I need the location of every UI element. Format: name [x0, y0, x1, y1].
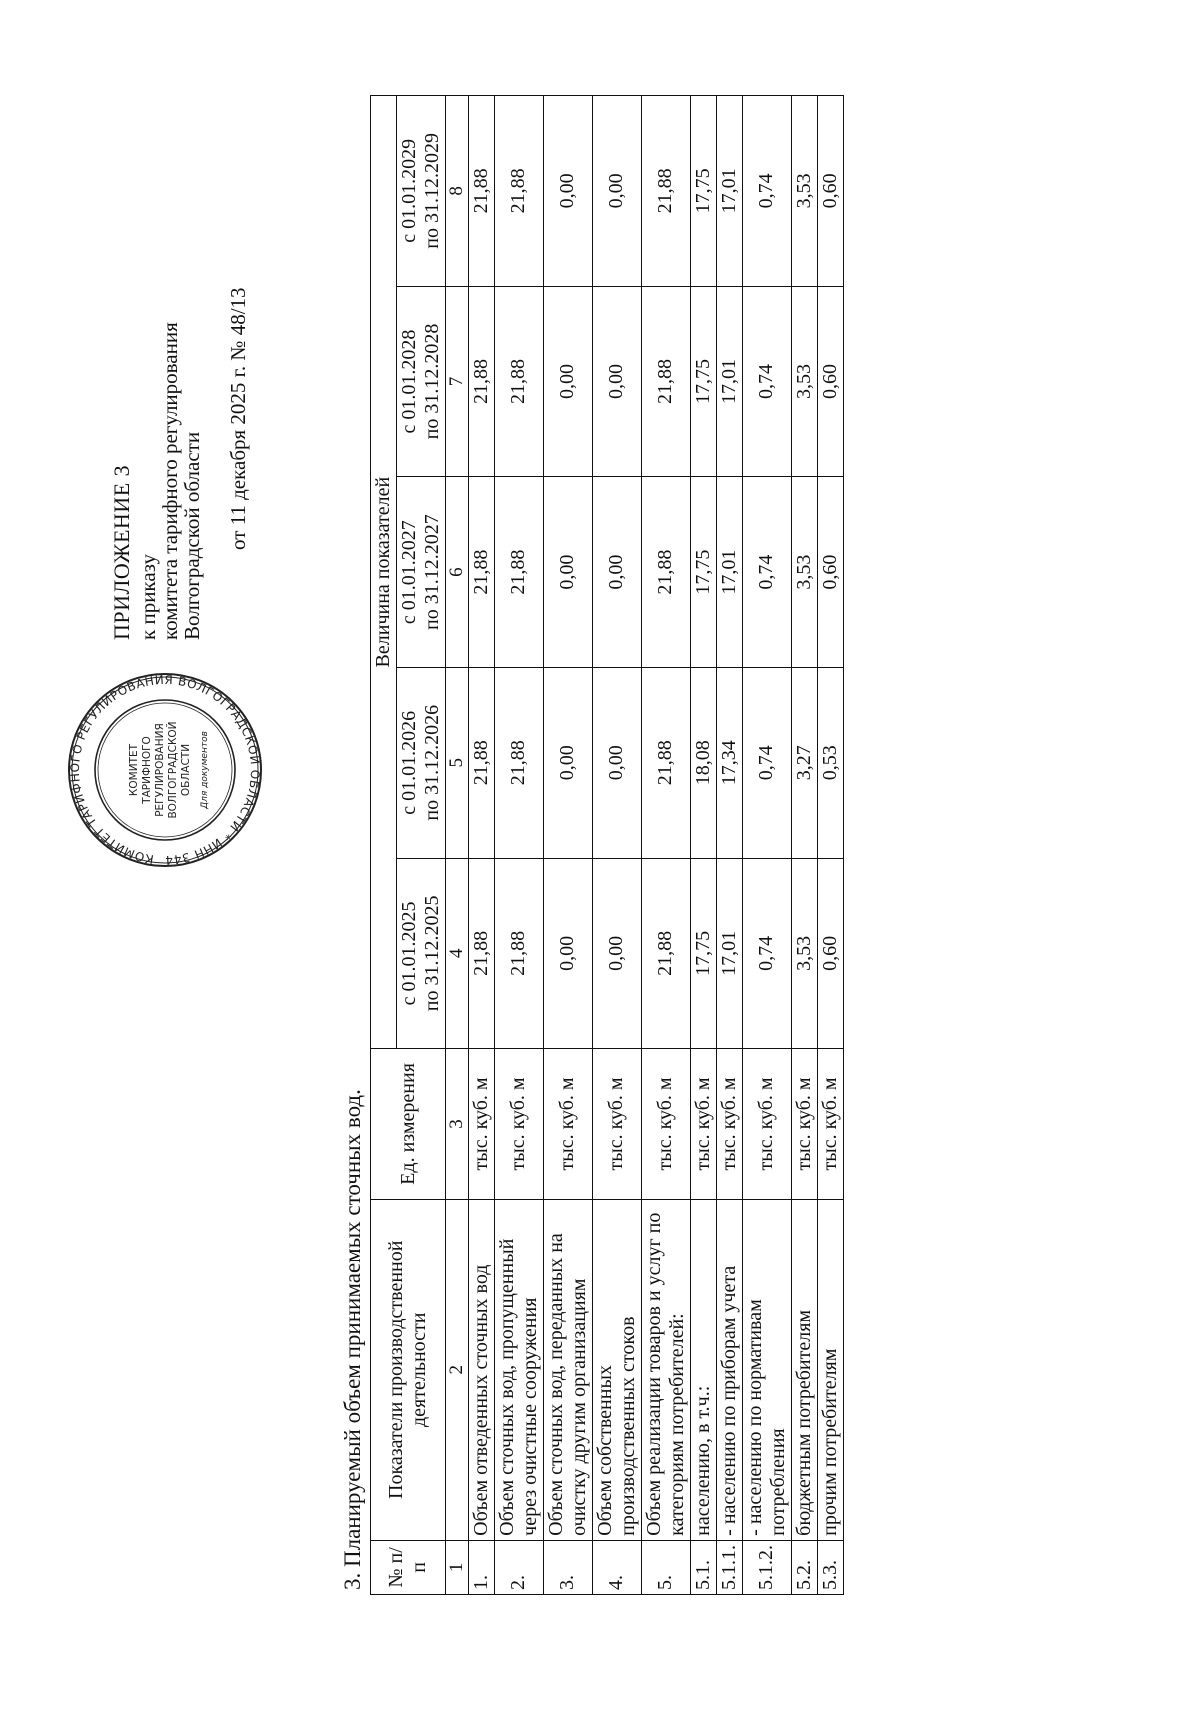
column-number: 2: [446, 1199, 469, 1540]
row-number: 5.1.1.: [716, 1540, 742, 1594]
row-value: 3,53: [791, 286, 817, 477]
table-row: [543, 96, 592, 1595]
period-to: по 31.12.2025: [421, 895, 443, 1012]
column-number: 5: [446, 667, 469, 858]
column-number: 1: [446, 1540, 469, 1594]
row-value: 0,00: [543, 286, 592, 477]
section-title: 3. Планируемый объем принимаемых сточных вод.: [340, 1089, 365, 1590]
order-ref-line-3: Волгоградской области: [180, 431, 205, 640]
row-unit: тыс. куб. м: [641, 1049, 690, 1200]
row-value: 3,27: [791, 667, 817, 858]
header-num: № п/п: [371, 1540, 446, 1594]
row-value: 18,08: [690, 667, 716, 858]
table-row: [742, 96, 791, 1595]
period-to: по 31.12.2029: [421, 133, 443, 249]
period-to: по 31.12.2028: [421, 323, 443, 440]
svg-text:КОМИТЕТ ТАРИФНОГО РЕГУЛИРОВАНИ: КОМИТЕТ ТАРИФНОГО РЕГУЛИРОВАНИЯ ВОЛГОГРАДСКОЙ ОБЛАСТИ * ИНН 344: [67, 672, 263, 868]
row-value: 21,88: [641, 667, 690, 858]
column-number: 4: [446, 858, 469, 1049]
row-value: 21,88: [468, 96, 494, 287]
row-value: 21,88: [468, 477, 494, 668]
row-value: 0,00: [543, 96, 592, 287]
header-period-5: [397, 96, 446, 287]
column-number: 3: [446, 1049, 469, 1200]
row-value: 0,00: [543, 858, 592, 1049]
row-value: 21,88: [494, 286, 543, 477]
appendix-header: [110, 100, 249, 660]
row-number: 5.1.: [690, 1540, 716, 1594]
table-row: [494, 96, 543, 1595]
svg-text:ВОЛГОГРАДСКОЙ: ВОЛГОГРАДСКОЙ: [167, 721, 179, 819]
row-value: 0,74: [742, 858, 791, 1049]
order-date: от 11 декабря 2025 г. № 48/13: [226, 287, 251, 550]
row-value: 0,74: [742, 667, 791, 858]
row-value: 0,74: [742, 96, 791, 287]
official-seal: [65, 670, 265, 870]
row-number: 5.1.2.: [742, 1540, 791, 1594]
row-value: 21,88: [641, 477, 690, 668]
row-value: 21,88: [494, 858, 543, 1049]
table-row: [716, 96, 742, 1595]
row-value: 17,01: [716, 286, 742, 477]
row-unit: тыс. куб. м: [543, 1049, 592, 1200]
row-number: 5.2.: [791, 1540, 817, 1594]
appendix-label: ПРИЛОЖЕНИЕ 3: [109, 464, 134, 640]
row-value: 0,60: [817, 96, 843, 287]
row-indicator: Объем отведенных сточных вод: [468, 1199, 494, 1540]
svg-text:ОБЛАСТИ: ОБЛАСТИ: [180, 743, 192, 797]
header-period-4: [397, 286, 446, 477]
column-number: 8: [446, 96, 469, 287]
period-from: с 01.01.2029: [398, 138, 420, 243]
row-value: 17,75: [690, 286, 716, 477]
row-value: 0,60: [817, 858, 843, 1049]
row-value: 17,01: [716, 96, 742, 287]
row-value: 17,75: [690, 477, 716, 668]
row-value: 17,75: [690, 96, 716, 287]
header-unit: Ед. измерения: [371, 1049, 446, 1200]
row-number: 2.: [494, 1540, 543, 1594]
row-value: 21,88: [494, 667, 543, 858]
row-value: 17,34: [716, 667, 742, 858]
row-indicator: Объем собственных производственных стоков: [592, 1199, 641, 1540]
row-value: 0,00: [592, 858, 641, 1049]
column-number-row: [446, 96, 469, 1595]
row-unit: тыс. куб. м: [791, 1049, 817, 1200]
row-value: 0,74: [742, 286, 791, 477]
row-value: 0,00: [592, 477, 641, 668]
row-value: 0,60: [817, 286, 843, 477]
row-value: 3,53: [791, 858, 817, 1049]
row-value: 0,00: [592, 96, 641, 287]
row-value: 17,75: [690, 858, 716, 1049]
row-number: 5.: [641, 1540, 690, 1594]
row-value: 0,00: [543, 477, 592, 668]
header-period-3: [397, 477, 446, 668]
row-number: 4.: [592, 1540, 641, 1594]
row-value: 3,53: [791, 96, 817, 287]
row-unit: тыс. куб. м: [494, 1049, 543, 1200]
row-value: 21,88: [641, 96, 690, 287]
period-from: с 01.01.2027: [398, 520, 420, 625]
svg-text:РЕГУЛИРОВАНИЯ: РЕГУЛИРОВАНИЯ: [154, 723, 166, 817]
row-value: 0,00: [543, 667, 592, 858]
row-unit: тыс. куб. м: [468, 1049, 494, 1200]
row-value: 0,00: [592, 286, 641, 477]
wastewater-volume-table: [370, 95, 844, 1595]
period-to: по 31.12.2026: [421, 704, 443, 821]
svg-text:Для документов: Для документов: [200, 731, 210, 809]
period-to: по 31.12.2027: [421, 514, 443, 630]
column-number: 7: [446, 286, 469, 477]
table-row: [468, 96, 494, 1595]
row-unit: тыс. куб. м: [592, 1049, 641, 1200]
svg-text:КОМИТЕТ: КОМИТЕТ: [128, 743, 140, 797]
header-period-2: [397, 667, 446, 858]
row-number: 1.: [468, 1540, 494, 1594]
row-value: 0,53: [817, 667, 843, 858]
row-unit: тыс. куб. м: [817, 1049, 843, 1200]
row-value: 0,60: [817, 477, 843, 668]
order-ref-line-2: комитета тарифного регулирования: [158, 322, 183, 640]
header-values-group: Величина показателей: [371, 96, 397, 1049]
column-number: 6: [446, 477, 469, 668]
row-indicator: Объем сточных вод, пропущенный через очистные сооружения: [494, 1199, 543, 1540]
row-indicator: Объем сточных вод, переданных на очистку другим организациям: [543, 1199, 592, 1540]
table-row: [592, 96, 641, 1595]
row-value: 0,74: [742, 477, 791, 668]
row-indicator: - населению по нормативам потребления: [742, 1199, 791, 1540]
header-period-1: [397, 858, 446, 1049]
table-row: [791, 96, 817, 1595]
table-row: [641, 96, 690, 1595]
row-value: 0,00: [592, 667, 641, 858]
row-indicator: - населению по приборам учета: [716, 1199, 742, 1540]
row-unit: тыс. куб. м: [742, 1049, 791, 1200]
row-value: 21,88: [641, 286, 690, 477]
period-from: с 01.01.2025: [398, 901, 420, 1006]
row-number: 3.: [543, 1540, 592, 1594]
order-ref-line-1: к приказу: [136, 554, 161, 640]
table-row: [817, 96, 843, 1595]
header-indicator: Показатели производственной деятельности: [371, 1199, 446, 1540]
row-value: 21,88: [494, 477, 543, 668]
table-row: [690, 96, 716, 1595]
row-indicator: населению, в т.ч.:: [690, 1199, 716, 1540]
row-indicator: Объем реализации товаров и услуг по категориям потребителей:: [641, 1199, 690, 1540]
svg-text:ТАРИФНОГО: ТАРИФНОГО: [141, 736, 153, 804]
row-indicator: прочим потребителям: [817, 1199, 843, 1540]
row-value: 17,01: [716, 477, 742, 668]
rotated-landscape-sheet: [0, 10, 1190, 1690]
row-unit: тыс. куб. м: [690, 1049, 716, 1200]
row-value: 3,53: [791, 477, 817, 668]
row-number: 5.3.: [817, 1540, 843, 1594]
row-value: 21,88: [494, 96, 543, 287]
period-from: с 01.01.2028: [398, 329, 420, 434]
row-value: 21,88: [641, 858, 690, 1049]
row-value: 21,88: [468, 858, 494, 1049]
row-unit: тыс. куб. м: [716, 1049, 742, 1200]
row-value: 21,88: [468, 286, 494, 477]
row-value: 21,88: [468, 667, 494, 858]
row-indicator: бюджетным потребителям: [791, 1199, 817, 1540]
period-from: с 01.01.2026: [398, 710, 420, 815]
row-value: 17,01: [716, 858, 742, 1049]
